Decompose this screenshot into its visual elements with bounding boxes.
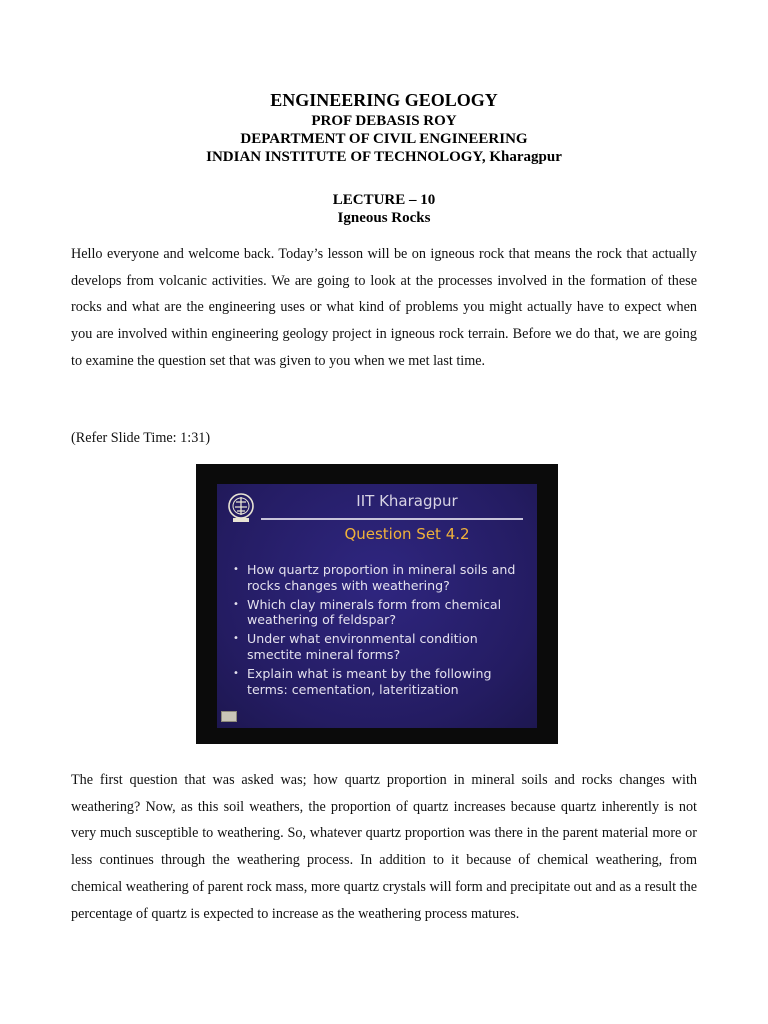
refer-slide-time: (Refer Slide Time: 1:31) (71, 430, 211, 446)
question-item: • Which clay minerals form from chemical weathering of feldspar? (233, 596, 502, 628)
slide-subheading: Question Set 4.2 (344, 525, 470, 543)
bullet-icon: • (233, 598, 239, 610)
question-item: • Explain what is meant by the following terms: cementation, lateritization (233, 666, 492, 697)
institute-name: INDIAN INSTITUTE OF TECHNOLOGY, Kharagpur (206, 149, 562, 165)
professor-name: PROF DEBASIS ROY (311, 113, 457, 129)
iit-kharagpur-logo-icon (227, 492, 255, 524)
slide-divider (261, 518, 523, 520)
lecture-number: LECTURE – 10 (332, 192, 436, 208)
slide-nav-icon (221, 711, 237, 722)
course-title: ENGINEERING GEOLOGY (270, 90, 498, 110)
question-item: • Under what environmental condition smectite mineral forms? (233, 631, 478, 662)
intro-paragraph: Hello everyone and welcome back. Today’s lesson will be on igneous rock that means the rock that actually develops from volcanic activities. We are going to look at the processes involved in the formation of these rocks and what are the engineering uses or what kind of problems you might actually have to expect when you are involved within engineering geology project in igneous rock terrain. Before we do that, we are going to examine the question set that was given to you when we met last time. (71, 246, 697, 369)
question-item: • How quartz proportion in mineral soils and rocks changes with weathering? (233, 562, 516, 593)
bullet-icon: • (233, 668, 239, 680)
department-name: DEPARTMENT OF CIVIL ENGINEERING (240, 131, 528, 147)
bullet-icon: • (233, 633, 239, 645)
answer-paragraph: The first question that was asked was; how quartz proportion in mineral soils and rocks changes with weathering? Now, as this soil weathers, the proportion of quartz increases because quartz inherently is not very much susceptible to weathering. So, whatever quartz proportion was there in the parent material more or less continues through the weathering process. In addition to it because of chemical weathering, from chemical weathering of parent rock mass, more quartz crystals will form and precipitate out and as a result the percentage of quartz is expected to increase as the weathering process matures. (71, 772, 697, 922)
bullet-icon: • (233, 564, 239, 575)
slide-heading: IIT Kharagpur (356, 492, 458, 510)
lecture-topic: Igneous Rocks (337, 210, 431, 226)
slide-screen (217, 484, 537, 728)
lecture-slide-image (196, 464, 558, 744)
question-list (231, 562, 531, 701)
